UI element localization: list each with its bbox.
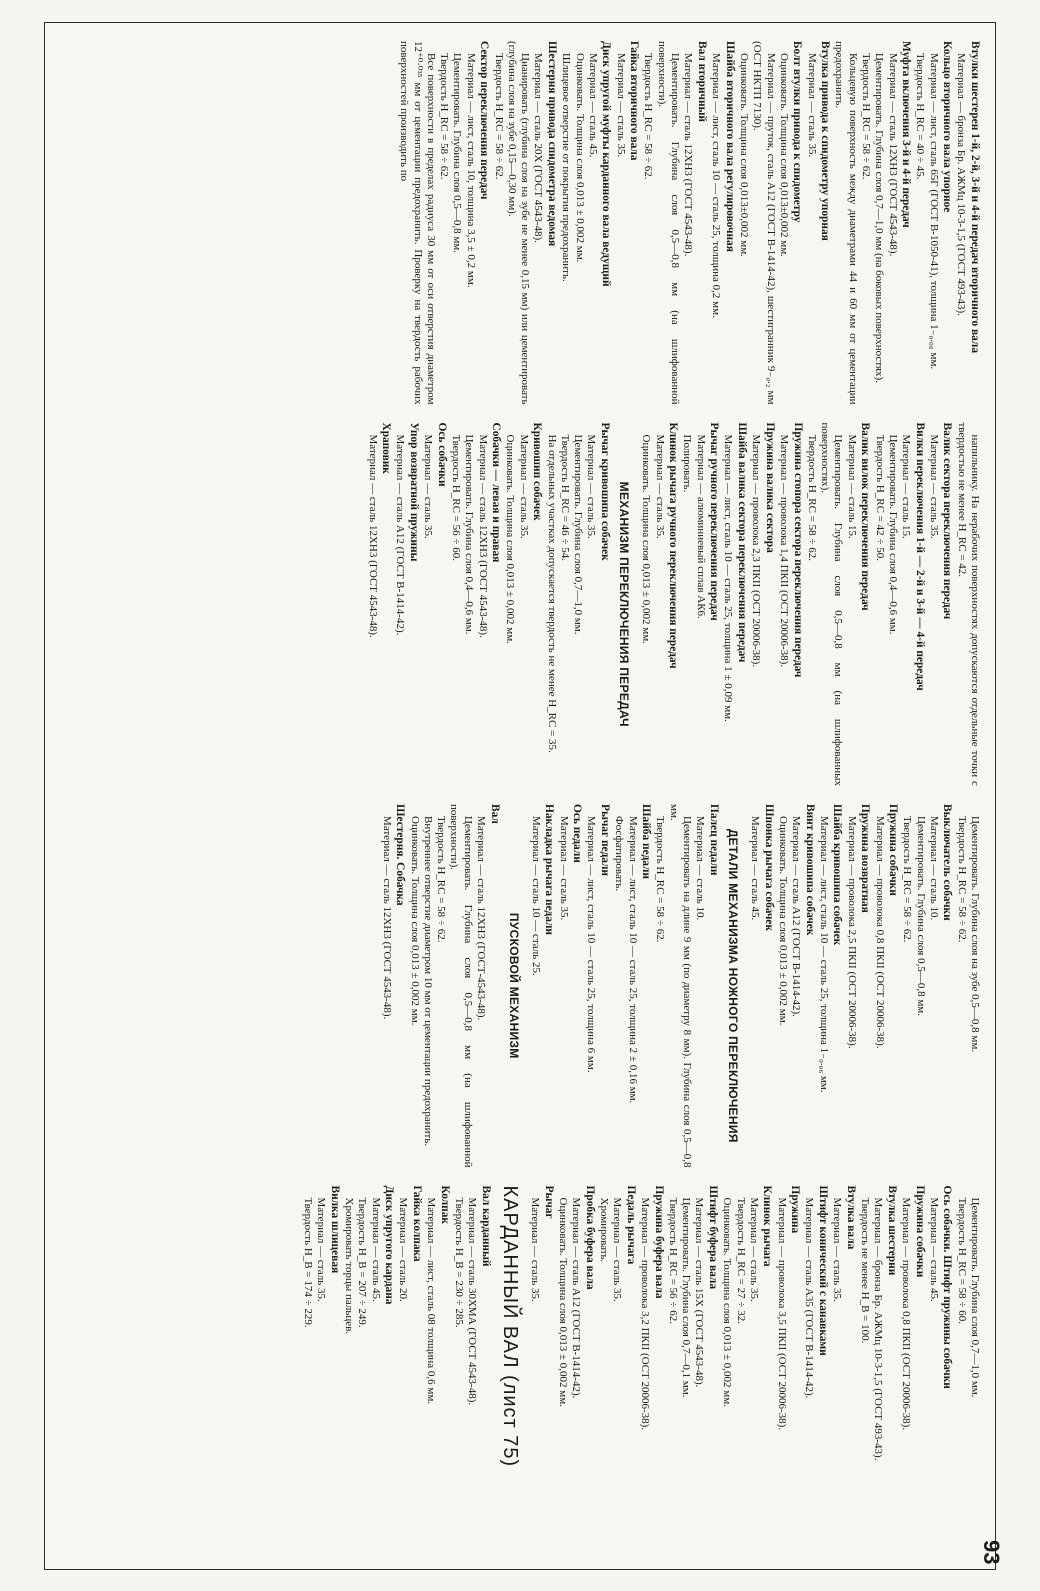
part-spec-line: Материал — лист, сталь 65Г (ГОСТ В-1050-41), толщина 1₋₀.₀₆ мм. [927, 53, 940, 370]
part-spec-line: Материал — проволока 3,2 ПКII (ОСТ 20006-38). [639, 1197, 652, 1431]
part-entry [777, 423, 804, 787]
part-spec-line: Материал — бронза Бр. АЖМц 10-3-1,5 (ГОСТ 493-43). [955, 53, 968, 316]
part-title: Упор возвратной пружины [407, 422, 420, 562]
part-spec-line: Материал — лист, сталь 10, толщина 3,5 ± 0,2 мм. [464, 53, 477, 288]
part-entry [774, 1186, 801, 1550]
part-entry [529, 804, 556, 1168]
part-title: Храповик [380, 422, 393, 474]
part-entry [805, 423, 872, 787]
part-spec-line: Твердость H_RC = 46 ÷ 54. [558, 434, 571, 561]
part-entry [927, 423, 954, 787]
part-spec-line: Материал — сталь А12 (ГОСТ В-1414-42). [570, 1197, 583, 1399]
part-title: Болт втулки привода к спидометру [791, 41, 804, 223]
part-spec-line: Цементировать. Глубина слоя 0,7—1,0 мм. [969, 1197, 981, 1398]
part-spec-line: Цементировать. Глубина слоя 0,4—0,6 мм. [463, 434, 476, 635]
part-spec-line: Материал — проволока 3,5 ПКII (ОСТ 20006-38). [775, 1197, 788, 1431]
part-entry [612, 804, 652, 1168]
text-column-2 [57, 804, 981, 1549]
part-spec-line: Материал — сталь 35. [422, 434, 435, 539]
part-entry [301, 1186, 341, 1550]
part-spec-line: Твердость H_RC = 58 ÷ 62. [805, 434, 818, 561]
part-spec-line: Хромировать торцы пальцев. [342, 1197, 355, 1335]
part-entry [452, 1186, 492, 1550]
part-spec-line: Оцинковать. Толщина слоя 0,013 ± 0,002 мм. [556, 1197, 569, 1407]
part-title: Клинок рычага ручного переключения передач [667, 422, 680, 669]
part-spec-line: Твердость H_RC = 27 ÷ 32. [734, 1197, 747, 1324]
part-spec-line: Твердость H_RC = 56 ÷ 62. [666, 1197, 679, 1324]
part-entry [544, 423, 611, 787]
part-entry [954, 804, 981, 1168]
sub-column-2-2 [300, 1186, 981, 1550]
part-spec-line: Твердость H_RC = 58 ÷ 62. [955, 816, 968, 943]
part-entry [899, 1186, 926, 1550]
part-title: Гайка колпака [410, 1185, 423, 1262]
document-page [44, 22, 996, 1570]
part-spec-line: Цементировать. Глубина слоя 0,5—0,8 мм. [451, 53, 464, 253]
part-entry [639, 423, 679, 787]
part-spec-line: Материал — сталь 35. [611, 1197, 624, 1302]
part-title: Пробка буфера вала [583, 1185, 596, 1290]
part-title: Пружина валика сектора [763, 422, 776, 553]
part-spec-line: Материал — сталь 12ХН3 (ГОСТ 4543-48). [886, 53, 899, 257]
part-title: Вал карданный [479, 1185, 492, 1267]
part-title: Рычаг [542, 1185, 555, 1219]
part-spec-line: Цианировать (глубина слоя на зубе не менее 0,15 мм) или цементировать (глубина слоя на зубе 0,15—0,30 мм). [505, 41, 532, 405]
part-spec-line: Материал — лист, сталь 10 — сталь 25, толщина 1 ± 0,09 мм. [722, 434, 735, 722]
part-spec-line: Материал — сталь 35. [614, 53, 627, 158]
chapter-heading: КАРДАННЫЙ ВАЛ (лист 75) [498, 1185, 521, 1468]
part-spec-line: Материал — сталь 35. [529, 1197, 542, 1302]
part-spec-line: Материал — сталь А12 (ГОСТ В-1414-42). [394, 434, 407, 636]
part-title: Палец педали [707, 804, 720, 876]
part-spec-line: Фосфатировать. [613, 816, 626, 892]
part-spec-line: Цементировать. Глубина слоя 0,5—0,8 мм (на шлифованной поверхности). [655, 41, 682, 405]
part-title: Шайба кривошипа собачек [831, 804, 844, 946]
page-number: 93 [979, 1540, 1004, 1565]
part-title: Диск упругого кардана [383, 1185, 396, 1305]
part-title: Валик вилок переключения передач [859, 422, 872, 611]
sub-column-2-1 [378, 804, 981, 1168]
part-spec-line: Твердость не менее H_B = 100. [859, 1197, 872, 1344]
part-spec-line: Материал — лист, сталь 10 — сталь 25, толщина 6 мм. [585, 816, 598, 1073]
part-spec-line: Материал — сталь 10 — сталь 25. [529, 816, 542, 976]
part-spec-line: Материал — проволока 1,4 ПКII (ОСТ 20006-38). [778, 434, 791, 668]
part-title: Гайка вторичного вала [628, 41, 641, 161]
part-spec-line: Материал — сталь 20Х (ГОСТ 4543-48). [532, 53, 545, 243]
part-title: Ось собачки. Штифт пружины собачки [941, 1185, 954, 1389]
part-entry [559, 41, 612, 405]
part-entry [597, 1186, 637, 1550]
part-spec-line: Твердость H_RC = 40 ÷ 45. [914, 53, 927, 180]
part-title: Втулки шестерен 1-й, 2-й, 3-й и 4-й передач вторичного вала [969, 41, 981, 354]
part-spec-line: Материал — сталь 12ХН3 (ГОСТ 4543-48). [380, 816, 393, 1020]
part-title: Втулка вала [844, 1185, 857, 1250]
part-title: Кольцо вторичного вала упорное [941, 41, 954, 213]
part-spec-line: Все поверхности в пределах радиуса 30 мм от оси отверстия диаметром 12⁺⁰·⁰³⁵ мм от цементации предохранить. Проверку на твердость рабочих поверхностей производить по [398, 41, 437, 405]
part-title: Винт кривошипа собачек [803, 804, 816, 936]
part-spec-line: Материал — сталь 12ХН3 (ГОСТ 4543-48). [682, 53, 695, 257]
part-spec-line: Материал — сталь 45. [927, 1197, 940, 1302]
part-spec-line: Материал — сталь А12 (ГОСТ В-1414-42). [790, 816, 803, 1017]
part-entry [776, 804, 816, 1168]
part-entry [872, 423, 925, 787]
part-spec-line: Материал — лист, сталь 10 — сталь 25, толщина 0,2 мм. [710, 53, 723, 318]
part-spec-line: Материал — проволока 2,5 ПКII (ОСТ 20006-38). [845, 816, 858, 1049]
part-spec-line: Материал — сталь 35. [831, 1197, 844, 1302]
part-title: Пружина возвратная [859, 804, 872, 913]
part-entry [584, 804, 611, 1168]
part-entry [556, 1186, 596, 1550]
part-spec-line: Твердость H_RC = 58 ÷ 60. [955, 1197, 968, 1324]
part-spec-line: Цементировать. Глубина слоя 0,5—0,8 мм. [914, 816, 927, 1016]
part-spec-line: Оцинковать. Толщина слоя 0,013 ± 0,002 мм. [504, 434, 517, 644]
part-spec-line: Оцинковать. Толщина слоя 0,013±0,002 мм. [737, 53, 750, 257]
part-entry [927, 1186, 954, 1550]
part-spec-line: Материал — сталь 15Х (ГОСТ 4543-48). [693, 1197, 706, 1388]
part-entry [396, 1186, 423, 1550]
part-spec-line: Материал — лист, сталь 10 — сталь 25, толщина 2 ± 0,16 мм. [626, 816, 639, 1104]
part-spec-line: Цементировать. Глубина слоя 0,4—0,6 мм. [886, 434, 899, 635]
part-entry [954, 1186, 981, 1550]
part-spec-line: Материал — алюминиевый сплав АК6. [694, 434, 707, 619]
part-spec-line: Материал — сталь 10. [927, 816, 940, 921]
part-entry [528, 1186, 555, 1550]
part-entry [407, 804, 500, 1168]
part-entry [748, 804, 775, 1168]
part-spec-line: Материал — сталь 30ХМА (ГОСТ 4543-48). [466, 1197, 479, 1406]
part-spec-line: Материал — бронза Бр. АЖМц 10-3-1,5 (ГОСТ 493-43). [872, 1197, 885, 1461]
part-spec-line: Хромировать. [597, 1197, 610, 1263]
part-spec-line: Оцинковать. Толщина слоя 0,013±0,002 мм. [777, 53, 790, 257]
part-spec-line: Твердость H_RC = 58 ÷ 62. [642, 53, 655, 180]
part-title: Шпонка рычага собачек [762, 804, 775, 932]
part-spec-line: Материал — сталь 20. [397, 1197, 410, 1302]
part-title: Штифт конический с канавками [816, 1185, 829, 1356]
part-title: Шестерня привода спидометра ведомая [545, 41, 558, 247]
part-title: Накладка рычага педали [543, 804, 556, 935]
part-spec-line: Материал — сталь 35. [585, 434, 598, 539]
part-spec-line: Материал — сталь 12ХН3 (ГОСТ 4543-48). [476, 434, 489, 638]
part-entry [830, 1186, 857, 1550]
part-title: Втулка шестерни [885, 1185, 898, 1276]
part-title: Пружина собачки [887, 804, 900, 896]
part-spec-line: Твердость H_RC = 56 ÷ 60. [450, 434, 463, 561]
part-entry [680, 423, 720, 787]
part-spec-line: Твердость H_RC = 58 ÷ 62. [860, 53, 873, 180]
part-entry [393, 423, 420, 787]
part-entry [365, 423, 392, 787]
part-spec-line: Материал — сталь 45. [749, 816, 762, 921]
part-entry [858, 1186, 898, 1550]
part-title: Шестерня. Собачка [394, 804, 407, 906]
part-title: Вилки переключения 1-й — 2-й и 3-й — 4-й передач [913, 422, 926, 691]
part-title: Клинок рычага [761, 1185, 774, 1267]
part-spec-line: Материал — пруток, сталь А12 (ГОСТ В-1414-42), шестигранник 9₋₀.₂ мм (ОСТ НКТП 7130). [751, 41, 777, 405]
part-spec-line: Оцинковать. Толщина слоя 0,013 ± 0,002 мм. [640, 434, 653, 644]
part-entry [449, 423, 502, 787]
part-title: Штифт буфера вала [706, 1185, 719, 1290]
part-spec-line: Материал — сталь 35. [653, 434, 666, 539]
part-title: Пружина буфера вала [652, 1185, 665, 1299]
part-title: Пружина стопора сектора переключения передач [791, 422, 804, 678]
part-spec-line: Материал — сталь 45. [369, 1197, 382, 1302]
part-spec-line: Оцинковать. Толщина слоя 0,013 ± 0,002 мм. [776, 816, 789, 1026]
part-entry [491, 41, 558, 405]
part-entry [832, 41, 912, 405]
part-spec-line: Твердость H_RC = 58 ÷ 62. [438, 53, 451, 180]
part-entry [424, 1186, 451, 1550]
part-entry [817, 804, 844, 1168]
part-spec-line: Твердость H_RC = 58 ÷ 62. [492, 53, 505, 180]
part-entry [503, 423, 543, 787]
part-title: Шайба валика сектора переключения передач [735, 422, 748, 663]
part-spec-line: Твердость H_RC = 42 ÷ 50. [873, 434, 886, 561]
part-entry [954, 423, 981, 787]
part-spec-line: Материал — сталь 15. [845, 434, 858, 539]
part-entry [397, 41, 490, 405]
part-spec-line: Материал — сталь 35. [517, 434, 530, 539]
part-entry [342, 1186, 395, 1550]
text-column-1 [57, 41, 981, 786]
part-entry [749, 423, 776, 787]
part-spec-line: Кольцевую поверхность между диаметрами 44 и 60 мм от цементации предохранить. [833, 41, 859, 405]
part-title: Педаль рычага [624, 1185, 637, 1265]
part-spec-line: Материал — сталь 35. [805, 53, 818, 158]
part-spec-line: Цементировать. Глубина слоя 0,5—0,8 мм (на шлифованных поверхностях). [819, 422, 845, 786]
part-title: Кривошип собачек [531, 422, 544, 521]
part-title: Рычаг ручного переключения передач [708, 422, 721, 621]
part-title: Втулка привода к спидометру упорная [819, 41, 832, 241]
part-spec-line: Цементировать. Глубина слоя 0,7—1,0 мм (на боковых поверхностях). [873, 53, 886, 383]
part-entry [556, 804, 583, 1168]
part-spec-line: Оцинковать. Толщина слоя 0,013 ± 0,002 мм. [721, 1197, 734, 1407]
part-spec-line: Материал — сталь 12ХН3 (ГОСТ 4543-48). [366, 434, 379, 638]
part-spec-line: Материал — сталь А35 (ГОСТ В-1414-42). [803, 1197, 816, 1399]
part-title: Собачки — левая и правая [490, 422, 503, 563]
part-spec-line: Материал — сталь 35. [557, 816, 570, 921]
part-spec-line: Твердость H_B = 207 ÷ 249. [356, 1197, 369, 1328]
part-entry [913, 41, 953, 405]
part-spec-line: Материал — сталь 35. [747, 1197, 760, 1302]
part-title: Выключатель собачки [941, 804, 954, 921]
part-spec-line: Материал — сталь 35. [315, 1197, 328, 1302]
part-spec-line: Внутреннее отверстие диаметром 10 мм от цементации предохранить. [421, 816, 434, 1147]
part-spec-line: Материал — лист, сталь 08 толщина 0,6 мм. [425, 1197, 438, 1405]
part-title: Вал вторичный [695, 41, 708, 122]
part-title: Валик сектора переключения передач [941, 422, 954, 620]
part-spec-line: напильнику. На нерабочих поверхностях допускаются отдельные точки с твердостью не менее H_RC = 42. [955, 422, 981, 786]
part-title: Диск упругой муфты карданного вала ведущий [600, 41, 613, 287]
part-spec-line: Материал — сталь 10. [694, 816, 707, 921]
part-title: Колпак [438, 1185, 451, 1224]
part-entry [872, 804, 899, 1168]
part-title: Ось собачки [435, 422, 448, 487]
part-spec-line: Шлицевое отверстие от покрытия предохранить. [560, 53, 573, 282]
part-spec-line: Твердость H_B = 230 ÷ 285. [452, 1197, 465, 1328]
section-heading: ПУСКОВОЙ МЕХАНИЗМ [506, 912, 521, 1059]
part-title: Муфта включения 3-й и 4-й передач [900, 41, 913, 228]
part-entry [379, 804, 406, 1168]
part-title: Рычаг педали [598, 804, 611, 876]
sub-column-1-1 [396, 41, 981, 405]
part-title: Пружина собачки [913, 1185, 926, 1278]
part-spec-line: Материал — проволока 0,8 ПКII (ОСТ 20006-38). [873, 816, 886, 1049]
part-spec-line: Твердость H_RC = 58 ÷ 62. [435, 816, 448, 943]
part-spec-line: Цементировать. Глубина слоя 0,5—0,8 мм (на шлифованной поверхности). [448, 804, 474, 1168]
part-entry [737, 41, 804, 405]
part-entry [804, 41, 831, 405]
part-title: Вал [488, 804, 501, 824]
part-entry [709, 41, 736, 405]
part-title: Рычаг кривошипа собачек [598, 422, 611, 561]
part-title: Вилка шлицевая [328, 1185, 341, 1274]
part-entry [721, 423, 748, 787]
part-entry [653, 804, 720, 1168]
part-spec-line: Материал — сталь 12ХН3 (ГОСТ-4543-48). [475, 816, 488, 1021]
part-entry [802, 1186, 829, 1550]
part-entry [900, 804, 953, 1168]
section-heading: ДЕТАЛИ МЕХАНИЗМА НОЖНОГО ПЕРЕКЛЮЧЕНИЯ [725, 828, 740, 1143]
part-spec-line: Материал — проволока 0,8 ПКII (ОСТ 20006-38). [900, 1197, 913, 1431]
part-spec-line: Твердость H_RC = 58 ÷ 62. [654, 816, 667, 943]
section-heading: МЕХАНИЗМ ПЕРЕКЛЮЧЕНИЯ ПЕРЕДАЧ [616, 481, 631, 727]
part-spec-line: Цементировать. Глубина слоя 0,7—1,0 мм. [572, 434, 585, 635]
part-entry [613, 41, 640, 405]
part-entry [638, 1186, 665, 1550]
part-spec-line: Твердость H_RC = 58 ÷ 62. [901, 816, 914, 943]
part-title: Шайба педали [640, 804, 653, 879]
part-spec-line: Цементировать. Глубина слоя 0,7—0,1 мм. [680, 1197, 693, 1398]
part-spec-line: Полировать. [681, 434, 694, 493]
part-spec-line: Твердость H_B = 174 ÷ 229. [301, 1197, 314, 1328]
part-entry [954, 41, 981, 405]
part-entry [641, 41, 708, 405]
part-spec-line: Материал — проволока 2,3 ПКII (ОСТ 20006-38). [750, 434, 763, 668]
part-spec-line: Материал — сталь 45. [586, 53, 599, 158]
part-spec-line: Цементировать. Глубина слоя на зубе 0,5—0,8 мм. [969, 816, 981, 1053]
part-entry [720, 1186, 773, 1550]
part-spec-line: Материал — сталь 15. [900, 434, 913, 539]
part-entry [421, 423, 448, 787]
part-title: Ось педали [571, 804, 584, 863]
part-title: Пружина [789, 1185, 802, 1234]
part-spec-line: Цементировать на длине 9 мм (по диаметру 8 мм). Глубина слоя 0,5—0,8 мм. [667, 804, 693, 1168]
part-title: Шайба вторичного вала регулировочная [723, 41, 736, 252]
part-title: Сектор переключения передач [478, 41, 491, 200]
part-spec-line: На отдельных участках допускается твердость не менее H_RC = 35. [545, 434, 558, 753]
part-entry [666, 1186, 719, 1550]
part-spec-line: Оцинковать. Толщина слоя 0,013 ± 0,002 мм. [408, 816, 421, 1026]
part-spec-line: Оцинковать. Толщина слоя 0,013 ± 0,002 мм. [573, 53, 586, 263]
part-spec-line: Материал — лист, сталь 10 — сталь 25, толщина 1₋₀.₀₆ мм. [817, 816, 830, 1093]
part-spec-line: Материал — сталь 35. [927, 434, 940, 539]
sub-column-1-2 [364, 423, 981, 787]
rotated-text-block [45, 23, 995, 1569]
part-entry [844, 804, 871, 1168]
